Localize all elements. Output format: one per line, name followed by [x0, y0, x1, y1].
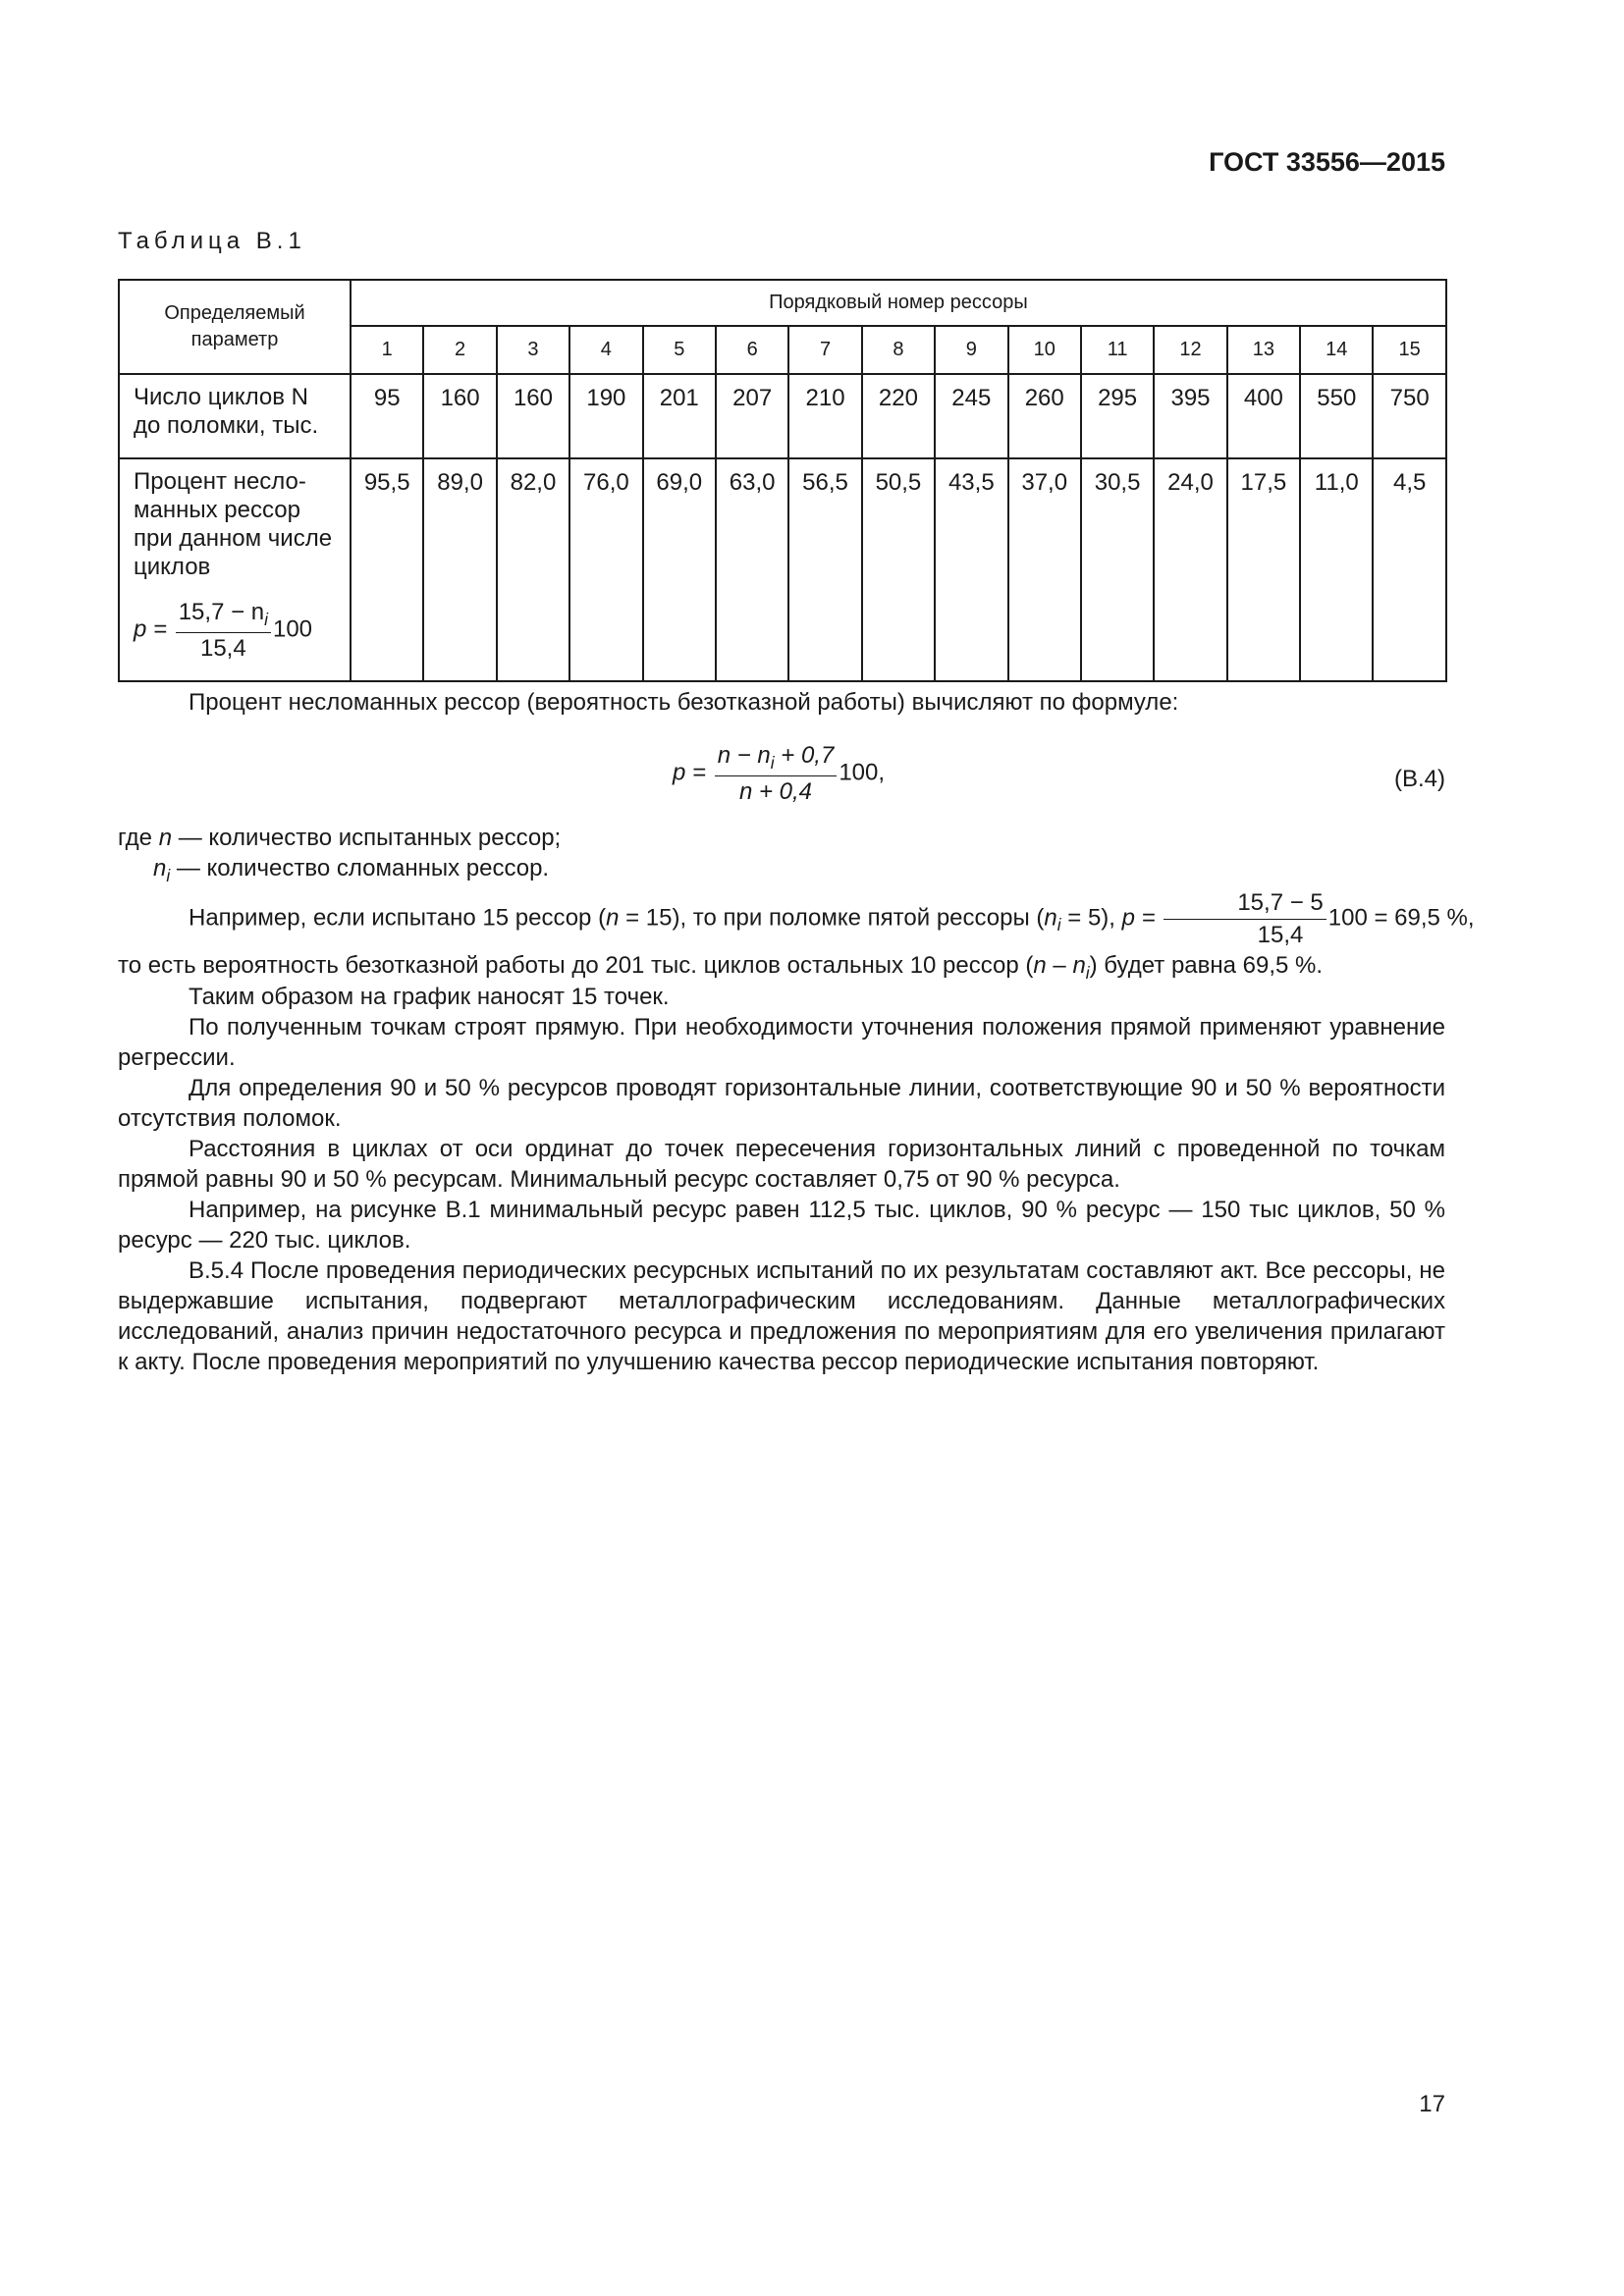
percent-value-cell: 30,5 — [1081, 458, 1154, 681]
percent-value-cell: 89,0 — [423, 458, 496, 681]
percent-value-cell: 4,5 — [1373, 458, 1445, 681]
where-line-1: где n — количество испытанных рессор; — [118, 825, 562, 851]
spring-number-cell: 10 — [1008, 326, 1081, 374]
spring-number-cell: 14 — [1300, 326, 1373, 374]
percent-value-cell: 76,0 — [569, 458, 642, 681]
spring-number-cell: 5 — [643, 326, 716, 374]
spring-number-cell: 7 — [788, 326, 861, 374]
cycles-value-cell: 201 — [643, 374, 716, 458]
spring-number-cell: 15 — [1373, 326, 1445, 374]
equation-number: (В.4) — [1393, 766, 1445, 792]
cycles-value-cell: 95 — [351, 374, 423, 458]
spring-number-cell: 1 — [351, 326, 423, 374]
section-b54-paragraph: В.5.4 После проведения периодических ресурсных испытаний по их результатам составляют акт. Все рессоры, не выдержавшие испытания, подвергают металлографическим исследованиям. Данные металлографических исследований, анализ причин недостаточного ресурса и предложения по мероприятиям для его увеличения прилагают к акту. После проведения мероприятий по улучшению качества рессор периодические испытания повторяют. — [118, 1257, 1445, 1375]
cycles-value-cell: 750 — [1373, 374, 1445, 458]
cycles-value-cell: 550 — [1300, 374, 1373, 458]
cycles-value-cell: 220 — [862, 374, 935, 458]
spring-number-cell: 9 — [935, 326, 1007, 374]
document-id: ГОСТ 33556—2015 — [1209, 147, 1445, 177]
cycles-value-cell: 160 — [423, 374, 496, 458]
percent-value-cell: 17,5 — [1227, 458, 1300, 681]
horizontal-lines-paragraph: Для определения 90 и 50 % ресурсов проводят горизонтальные линии, соответствующие 90 и 50 % вероятности отсутствия поломок. — [118, 1075, 1445, 1132]
points-paragraph: Таким образом на график наносят 15 точек. — [189, 984, 670, 1010]
table-row-percent — [119, 458, 1446, 681]
cycles-value-cell: 260 — [1008, 374, 1081, 458]
example-continuation: то есть вероятность безотказной работы до 201 тыс. циклов остальных 10 рессор $(n - n_i)$ будет равна 69,5 %. — [118, 952, 1324, 983]
cycles-value-cell: 395 — [1154, 374, 1226, 458]
spring-number-cell: 4 — [569, 326, 642, 374]
percent-value-cell: 95,5 — [351, 458, 423, 681]
spring-number-cell: 12 — [1154, 326, 1226, 374]
percent-value-cell: 11,0 — [1300, 458, 1373, 681]
row-label-percent-text: Процент несло-манных рессор при данном числе циклов — [134, 468, 333, 580]
spring-number-cell: 2 — [423, 326, 496, 374]
cycles-value-cell: 245 — [935, 374, 1007, 458]
percent-value-cell: 50,5 — [862, 458, 935, 681]
percent-value-cell: 82,0 — [497, 458, 569, 681]
cycles-value-cell: 190 — [569, 374, 642, 458]
line-paragraph: По полученным точкам строят прямую. При необходимости уточнения положения прямой применяют уравнение регрессии. — [118, 1014, 1445, 1071]
row-label-percent — [119, 458, 351, 681]
percent-value-cell: 24,0 — [1154, 458, 1226, 681]
table-row-cycles — [119, 374, 1446, 458]
cycles-value-cell: 207 — [716, 374, 788, 458]
percent-value-cell: 63,0 — [716, 458, 788, 681]
spring-number-cell: 3 — [497, 326, 569, 374]
percent-value-cell: 37,0 — [1008, 458, 1081, 681]
spring-number-cell: 11 — [1081, 326, 1154, 374]
cycles-value-cell: 400 — [1227, 374, 1300, 458]
spring-number-cell: 8 — [862, 326, 935, 374]
intro-paragraph: Процент несломанных рессор (вероятность безотказной работы) вычисляют по формуле: — [189, 689, 1179, 716]
table-header-row — [119, 280, 1446, 326]
distance-paragraph: Расстояния в циклах от оси ординат до точек пересечения горизонтальных линий с проведенной по точкам прямой равны 90 и 50 % ресурсам. Минимальный ресурс составляет 0,75 от 90 % ресурса. — [118, 1136, 1445, 1193]
where-line-2: $n_i$ — количество сломанных рессор. — [153, 855, 550, 885]
row-label-cycles: Число циклов N до поломки, тыс. — [119, 374, 351, 458]
percent-value-cell: 69,0 — [643, 458, 716, 681]
cycles-value-cell: 210 — [788, 374, 861, 458]
param-header: Определяемый параметр — [119, 280, 351, 374]
results-table — [118, 279, 1447, 682]
spring-number-cell: 6 — [716, 326, 788, 374]
equation-b4: p = $\frac{n - n_i + 0,7}{n + 0,4}$ 100, (В.4) — [673, 742, 1445, 805]
percent-formula: p = $\frac{15,7 - n_i}{15,4}$ 100 — [134, 599, 313, 662]
page-number: 17 — [1419, 2091, 1445, 2117]
figure-example-paragraph: Например, на рисунке В.1 минимальный ресурс равен 112,5 тыс. циклов, 90 % ресурс — 150 тыс циклов, 50 % ресурс — 220 тыс. циклов. — [118, 1197, 1445, 1254]
example-paragraph: Например, если испытано 15 рессор (n = 15), то при поломке пятой рессоры $(n_i = 5)$, p = $\frac{15,7 - 5}{15,4}$ 100 = 69,5 %, — [189, 889, 1475, 948]
cycles-value-cell: 295 — [1081, 374, 1154, 458]
percent-value-cell: 43,5 — [935, 458, 1007, 681]
table-caption: Таблица В.1 — [118, 228, 306, 254]
cycles-value-cell: 160 — [497, 374, 569, 458]
spring-number-cell: 13 — [1227, 326, 1300, 374]
spring-number-header: Порядковый номер рессоры — [351, 280, 1446, 326]
percent-value-cell: 56,5 — [788, 458, 861, 681]
